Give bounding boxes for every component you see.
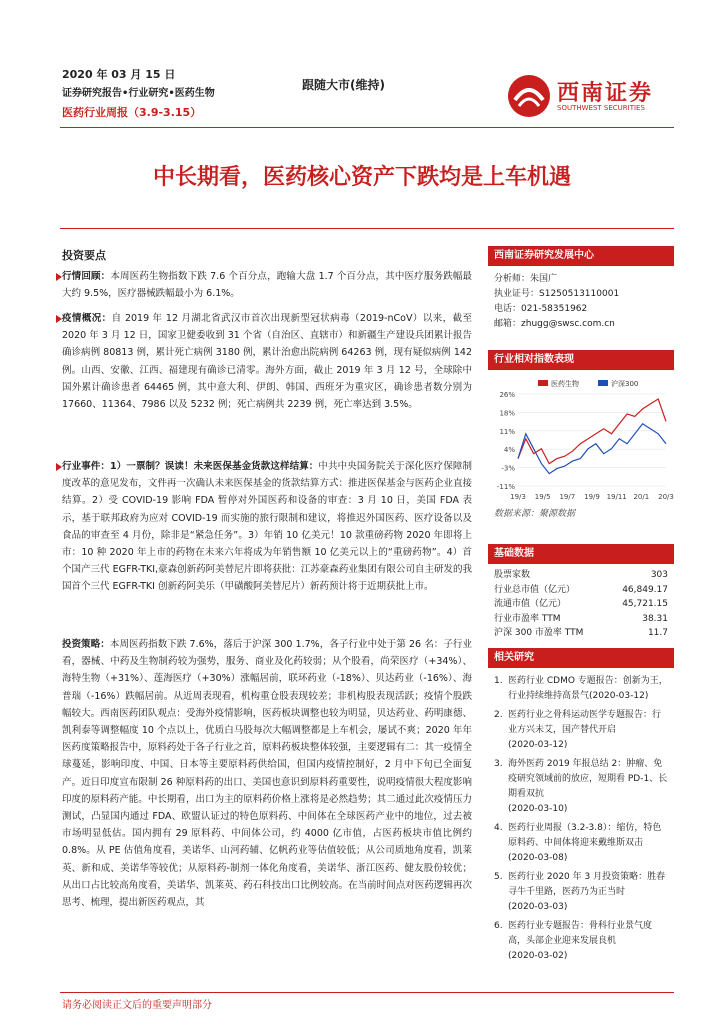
bullet-icon [56,273,62,281]
x-tick-label: 20/1 [633,493,650,501]
related-report-item[interactable]: 6. 医药行业专题报告：骨科行业景气度高，头部企业迎来发展良机 (2020-03-02) [494,921,653,961]
y-tick-label: -3% [501,464,515,473]
basic-data-row: 行业市盈率 TTM 38.31 [494,613,668,624]
bullet-icon [56,315,62,323]
email-link[interactable]: zhugg@swsc.com.cn [521,319,615,329]
x-tick-label: 19/11 [606,493,627,501]
cert-number: S1250513110001 [539,289,620,299]
x-tick-label: 19/9 [584,493,600,501]
x-tick-label: 19/5 [534,493,551,501]
analyst-panel-header: 西南证券研究发展中心 [488,246,674,266]
para-text: 本周医药指数下跌 7.6%，落后于沪深 300 1.7%，各子行业中处于第 26 名：子行业看，器械、中药及生物制药较为强势，服务、商业及化药较弱；从个股看，尚荣医疗（+34%）、海特生物（+31%）、莲海医疗（+30%）涨幅居前，联环药业（-18%）、贝达药业（-16%）、海普瑞（-16%）跌幅居前。从近周表现看，机构重仓股表现较差；非机构股表现活跃；疫情个股跌幅较大。西南医药团队观点：受海外疫情影响，医药板块调整也较为明显，贝达药业、药明康德、凯利泰等调整幅度 10 个点以上，优质白马股每次大幅调整都是上车机会，屡试不爽；2020 年年医药度策略报告中，原料药处于各子行业之首，原料药板块整体较强，主要逻辑有二：其一疫情全球蔓延，影响印度、中国、日本等主要原料药供给国，但国内疫情控制好，2 月中下旬已全面复产。近日印度宣布限制 26 种原料药的出口、美国也意识到原料药重要性，说明疫情很大程度影响印度的原料药产能。中长期看，出口为主的原料药价格上涨将是必然趋势；其二通过此次疫情压力测试，凸显国内通过 FDA、欧盟认证过的特色原料药、中间体在全球医药产业中的地位，过去被市场明显低估。国内拥有 29 原料药、中间体公司，约 4000 亿市值，占医药板块市值比例约 0.8%。从 PE 估值角度看，美诺华、山河药辅、亿帆药业等估值较低；从公司质地角度看，凯莱英、新和成、美诺华等较优；从原料药-制剂一体化角度看，美诺华、浙江医药、健友股份较优；从出口占比较高角度看，美诺华、凯莱英、药石科技出口比例较高。在当前时间点对医药逻辑再次思考、梳理，提出新医药观点，其 [62,639,472,909]
phone-number: 021-58351962 [521,304,588,314]
series-line-1 [518,424,666,474]
basic-data-row: 沪深 300 市盈率 TTM 11.7 [494,628,668,639]
header-divider [60,127,674,128]
chart-source: 数据来源：聚源数据 [494,509,576,519]
y-tick-label: 26% [499,391,515,399]
analyst-label: 分析师： [494,274,531,284]
cert-label: 执业证号： [494,289,540,299]
basic-data-row: 流通市值（亿元） 45,721.15 [494,599,668,610]
related-research-panel [488,648,674,968]
analyst-panel [488,246,674,332]
basic-data-row: 股票家数 303 [494,570,668,580]
logo-english: SOUTHWEST SECURITIES [557,104,645,112]
basic-data-panel [488,544,674,641]
footer-disclaimer[interactable]: 请务必阅读正文后的重要声明部分 [62,1000,212,1011]
related-research-header: 相关研究 [488,648,674,668]
paragraph-strategy [62,636,472,986]
email-label: 邮箱： [494,319,522,329]
basic-data-row: 行业总市值（亿元） 46,849.17 [494,584,668,595]
para-lead: 投资策略： [62,639,110,650]
x-tick-label: 19/3 [510,493,526,501]
analyst-name: 朱国广 [530,274,558,284]
related-report-item[interactable]: 2. 医药行业之骨科运动医学专题报告：行业方兴未艾，国产替代开启 (2020-03-12) [494,710,662,750]
paragraph-industry-events [62,458,472,596]
y-tick-label: 11% [499,427,515,436]
footer-divider [60,992,674,993]
company-logo [507,70,675,122]
para-text: 自 2019 年 12 月湖北省武汉市首次出现新型冠状病毒（2019-nCoV）以来，截至 2020 年 3 月 12 日，国家卫健委收到 31 个省（自治区、直辖市）和新疆生产建设兵团累计报告确诊病例 80813 例，累计死亡病例 3180 例，累计治愈出院病例 64263 例，现有疑似病例 142 例。山西、安徽、江西、福建现有确诊已清零。海外方面，截止 2019 年 3 月 12 号，全球除中国外累计确诊患者 64465 例，其中意大利、伊朗、韩国、西班牙为重灾区，确诊患者数分别为 17660、11364、7986 以及 5232 例；死亡病例共 2239 例，死亡率达到 3.5%。 [62,313,472,411]
x-tick-label: 19/7 [559,493,576,501]
x-tick-label: 20/3 [658,493,674,501]
legend-swatch [598,380,608,386]
logo-mark-icon [507,74,551,118]
logo-text: 西南证券 [557,80,654,106]
para-text: 本周医药生物指数下跌 7.6 个百分点，跑输大盘 1.7 个百分点，其中医疗服务跌幅最大约 9.5%，医疗器械跌幅最小为 6.1%。 [62,271,472,300]
title-divider [60,228,674,229]
report-category: 证券研究报告•行业研究•医药生物 [62,88,215,99]
legend-label: 沪深300 [611,380,639,388]
related-report-item[interactable]: 5. 医药行业 2020 年 3 月投资策略：胜春寻牛千里路，医药乃为正当时 (2020-03-03) [494,872,666,912]
performance-panel-header: 行业相对指数表现 [488,350,674,370]
y-tick-label: -11% [496,483,515,491]
performance-chart [488,374,674,504]
series-line-0 [518,399,666,464]
performance-panel [488,350,674,521]
rating: 跟随大市(维持) [302,78,385,92]
para-text: 中共中央国务院关于深化医疗保障制度改革的意见发布，文件再一次确认未来医保基金的货款结算方式：推进医保基金与医药企业直接结算。2）受 COVID-19 影响 FDA 暂停对外国医药和设备的审查：3 月 10 日，美国 FDA 表示，基于联邦政府为应对 COVID-19 而实施的旅行限制和建议，将推迟外国医药、医疗设备以及食品的审查至 4 月份，除非是“紧急任务”。3）年销 10 亿美元！10 款重磅药物 2020 年即将上市：10 种 2020 年上市的药物在未来六年将成为年销售额 10 亿美元以上的“重磅药物”。4）首个国产三代 EGFR-TKI,豪森创新药阿美替尼片即将获批：江苏豪森药业集团有限公司自主研发的我国首个三代 EGFR-TKI 创新药阿美乐（甲磺酸阿美替尼片）新药预计将于近期获批上市。 [62,461,472,593]
related-report-item[interactable]: 4. 医药行业周报（3.2-3.8）：缩仿，特色原料药、中间体将迎来戴维斯双击 (2020-03-08) [494,823,662,863]
para-lead: 行情回顾： [62,271,111,282]
page-title: 中长期看，医药核心资产下跌均是上车机遇 [152,164,571,190]
report-weekly-title: 医药行业周报（3.9-3.15） [62,106,202,119]
y-tick-label: 4% [503,446,515,455]
related-report-item[interactable]: 3. 海外医药 2019 年报总结 2：肿瘤、免疫研究领域前的放应，短期看 PD-1、长期看双抗 (2020-03-10) [494,759,668,814]
para-lead: 疫情概况： [62,313,112,324]
legend-swatch [538,380,548,386]
bullet-icon [56,463,62,471]
related-report-item[interactable]: 1. 医药行业 CDMO 专题报告：创新为王，行业持续维持高景气(2020-03-12) [494,676,668,701]
phone-label: 电话： [494,304,522,314]
para-lead: 行业事件：1）一票制？误读！未来医保基金货款这样结算： [62,461,319,472]
section-title: 投资要点 [62,249,106,262]
paragraph-epidemic [62,310,472,413]
report-date: 2020 年 03 月 15 日 [62,68,176,81]
basic-data-header: 基础数据 [488,544,674,564]
y-tick-label: 18% [499,409,515,418]
paragraph-market-review [62,268,472,302]
legend-label: 医药生物 [551,380,579,388]
